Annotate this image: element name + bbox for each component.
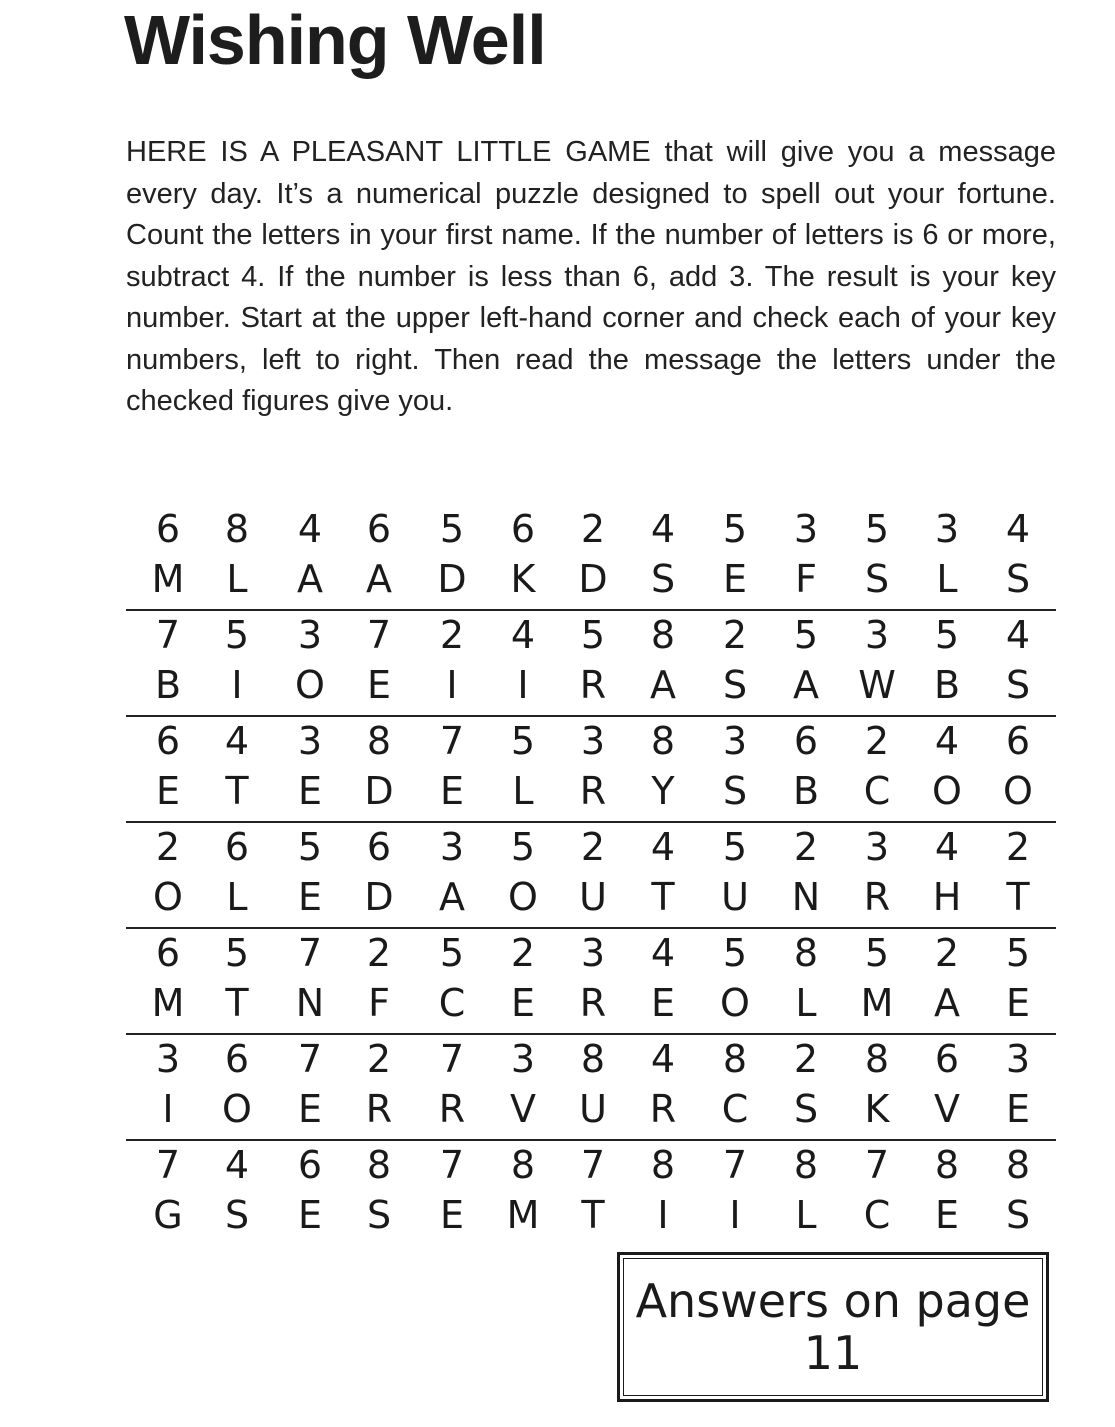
grid-letter: D <box>437 557 467 601</box>
grid-letter: B <box>792 769 820 813</box>
grid-number: 7 <box>580 1143 606 1187</box>
grid-letter: M <box>151 557 185 601</box>
grid-number: 3 <box>864 613 890 657</box>
grid-number: 5 <box>224 931 250 975</box>
grid-number: 3 <box>439 825 465 869</box>
grid-letter: A <box>650 663 676 707</box>
grid-letter: S <box>722 769 748 813</box>
grid-letter: A <box>366 557 392 601</box>
grid-number: 2 <box>722 613 748 657</box>
grid-letter: S <box>1005 1193 1031 1237</box>
grid-number: 5 <box>722 931 748 975</box>
grid-number: 8 <box>1005 1143 1031 1187</box>
grid-number: 6 <box>510 507 536 551</box>
grid-number: 4 <box>934 825 960 869</box>
grid-letter-line <box>126 979 1056 1027</box>
grid-letter: I <box>729 1193 741 1237</box>
grid-letter: A <box>439 875 465 919</box>
grid-number: 7 <box>439 719 465 763</box>
grid-number: 6 <box>297 1143 323 1187</box>
grid-number: 4 <box>650 825 676 869</box>
grid-number: 2 <box>510 931 536 975</box>
grid-letter: C <box>721 1087 749 1131</box>
grid-number: 4 <box>1005 613 1031 657</box>
grid-letter: R <box>579 663 607 707</box>
grid-number: 8 <box>934 1143 960 1187</box>
grid-letter: S <box>224 1193 250 1237</box>
grid-number-line <box>126 505 1056 553</box>
grid-letter: S <box>1005 557 1031 601</box>
grid-letter: M <box>151 981 185 1025</box>
grid-letter: R <box>438 1087 466 1131</box>
grid-number: 6 <box>224 825 250 869</box>
grid-number: 7 <box>366 613 392 657</box>
grid-number: 8 <box>650 719 676 763</box>
grid-letter: F <box>795 557 817 601</box>
grid-letter: B <box>154 663 182 707</box>
grid-letter-line <box>126 873 1056 921</box>
grid-letter: B <box>933 663 961 707</box>
grid-letter: E <box>1005 981 1030 1025</box>
grid-number: 7 <box>864 1143 890 1187</box>
grid-letter: T <box>225 981 249 1025</box>
grid-letter: U <box>579 1087 607 1131</box>
grid-number: 6 <box>155 719 181 763</box>
grid-letter: T <box>225 769 249 813</box>
grid-number: 5 <box>510 719 536 763</box>
grid-number-line <box>126 717 1056 765</box>
grid-letter: M <box>860 981 894 1025</box>
grid-number: 6 <box>366 507 392 551</box>
grid-letter: O <box>720 981 750 1025</box>
grid-number: 5 <box>439 507 465 551</box>
grid-number: 2 <box>934 931 960 975</box>
grid-number: 7 <box>722 1143 748 1187</box>
grid-letter: U <box>721 875 749 919</box>
grid-number: 5 <box>297 825 323 869</box>
grid-letter: E <box>722 557 747 601</box>
grid-letter: I <box>657 1193 669 1237</box>
grid-number: 4 <box>224 1143 250 1187</box>
grid-letter: C <box>438 981 466 1025</box>
grid-letter: S <box>1005 663 1031 707</box>
grid-number: 6 <box>155 931 181 975</box>
grid-letter-line <box>126 555 1056 603</box>
grid-number: 5 <box>864 507 890 551</box>
grid-letter: V <box>934 1087 960 1131</box>
grid-number: 2 <box>1005 825 1031 869</box>
grid-number-line <box>126 929 1056 977</box>
instructions-lead: HERE IS A PLEASANT LITTLE GAME <box>126 136 651 168</box>
grid-number-line <box>126 611 1056 659</box>
grid-number: 4 <box>650 507 676 551</box>
grid-number: 7 <box>439 1037 465 1081</box>
grid-letter: S <box>650 557 676 601</box>
grid-letter: T <box>581 1193 605 1237</box>
grid-number: 5 <box>793 613 819 657</box>
answer-page-number: 11 <box>803 1326 863 1380</box>
grid-letter: E <box>366 663 391 707</box>
grid-number: 2 <box>366 931 392 975</box>
grid-number: 3 <box>793 507 819 551</box>
grid-letter: D <box>364 769 394 813</box>
grid-letter: N <box>791 875 821 919</box>
grid-letter: C <box>863 1193 891 1237</box>
grid-letter: I <box>231 663 243 707</box>
grid-letter: C <box>863 769 891 813</box>
grid-number: 3 <box>580 931 606 975</box>
grid-number: 7 <box>297 931 323 975</box>
grid-number: 8 <box>366 1143 392 1187</box>
grid-number: 6 <box>366 825 392 869</box>
grid-letter: R <box>863 875 891 919</box>
grid-letter: S <box>864 557 890 601</box>
grid-letter: G <box>153 1193 183 1237</box>
grid-letter: E <box>155 769 180 813</box>
grid-letter: D <box>364 875 394 919</box>
answer-reference-box <box>617 1252 1049 1402</box>
grid-number: 3 <box>934 507 960 551</box>
grid-letter: H <box>932 875 962 919</box>
grid-letter: E <box>439 1193 464 1237</box>
wishing-well-grid <box>126 505 1056 1247</box>
grid-letter: S <box>366 1193 392 1237</box>
grid-number: 4 <box>297 507 323 551</box>
grid-number: 6 <box>934 1037 960 1081</box>
grid-number: 5 <box>934 613 960 657</box>
grid-number-line <box>126 1035 1056 1083</box>
grid-letter: W <box>858 663 896 707</box>
grid-letter: E <box>510 981 535 1025</box>
grid-number: 3 <box>864 825 890 869</box>
grid-letter: E <box>1005 1087 1030 1131</box>
grid-letter: L <box>795 981 817 1025</box>
grid-number: 3 <box>580 719 606 763</box>
grid-row <box>126 929 1056 1035</box>
grid-letter: T <box>1006 875 1030 919</box>
grid-number: 4 <box>650 1037 676 1081</box>
grid-letter: E <box>650 981 675 1025</box>
grid-number: 2 <box>366 1037 392 1081</box>
grid-number: 4 <box>224 719 250 763</box>
grid-letter: L <box>795 1193 817 1237</box>
grid-letter: I <box>517 663 529 707</box>
grid-letter: M <box>506 1193 540 1237</box>
grid-letter: E <box>439 769 464 813</box>
grid-row <box>126 1141 1056 1247</box>
grid-number: 7 <box>439 1143 465 1187</box>
grid-letter: I <box>446 663 458 707</box>
grid-number: 6 <box>155 507 181 551</box>
grid-letter: S <box>793 1087 819 1131</box>
grid-letter-line <box>126 1191 1056 1239</box>
grid-letter: R <box>579 769 607 813</box>
grid-letter: U <box>579 875 607 919</box>
grid-letter: R <box>579 981 607 1025</box>
grid-number: 8 <box>510 1143 536 1187</box>
answer-reference-inner <box>623 1258 1043 1396</box>
grid-letter: L <box>226 557 248 601</box>
grid-letter: O <box>153 875 183 919</box>
grid-number: 8 <box>650 1143 676 1187</box>
grid-number: 5 <box>580 613 606 657</box>
grid-letter-line <box>126 661 1056 709</box>
grid-number: 6 <box>1005 719 1031 763</box>
puzzle-title: Wishing Well <box>124 1 546 79</box>
grid-letter: T <box>651 875 675 919</box>
grid-letter: V <box>510 1087 536 1131</box>
grid-number: 2 <box>793 1037 819 1081</box>
grid-letter: K <box>510 557 536 601</box>
grid-letter: L <box>512 769 534 813</box>
grid-letter: O <box>295 663 325 707</box>
grid-number: 5 <box>224 613 250 657</box>
grid-number: 2 <box>580 507 606 551</box>
grid-letter: O <box>932 769 962 813</box>
grid-number: 3 <box>510 1037 536 1081</box>
grid-number: 8 <box>650 613 676 657</box>
grid-letter: L <box>226 875 248 919</box>
answer-reference-line: Answers on page <box>635 1274 1031 1328</box>
grid-row <box>126 717 1056 823</box>
grid-letter: E <box>297 875 322 919</box>
grid-number: 2 <box>439 613 465 657</box>
grid-number: 4 <box>510 613 536 657</box>
grid-number: 3 <box>722 719 748 763</box>
grid-number: 5 <box>864 931 890 975</box>
instructions-body: that will give you a message every day. It’s a numerical puzzle designed to spell out your fortune. Count the letters in your first name. If the number of letters is 6 or more, subtract 4. If the number is less than 6, add 3. The result is your key number. Start at the upper left-hand corner and check each of your key numbers, left to right. Then read the message the letters under the checked figures give you. <box>126 136 1056 417</box>
grid-number: 7 <box>155 1143 181 1187</box>
grid-number: 8 <box>864 1037 890 1081</box>
grid-letter: O <box>508 875 538 919</box>
grid-row <box>126 823 1056 929</box>
grid-letter: E <box>297 1087 322 1131</box>
grid-number: 2 <box>580 825 606 869</box>
grid-number: 2 <box>793 825 819 869</box>
grid-number: 8 <box>793 1143 819 1187</box>
grid-letter: N <box>295 981 325 1025</box>
grid-letter-line <box>126 767 1056 815</box>
grid-number: 5 <box>722 507 748 551</box>
grid-letter: D <box>578 557 608 601</box>
grid-letter: O <box>1003 769 1033 813</box>
grid-number: 5 <box>439 931 465 975</box>
grid-number: 8 <box>722 1037 748 1081</box>
grid-letter: R <box>649 1087 677 1131</box>
grid-number: 5 <box>722 825 748 869</box>
grid-number: 6 <box>793 719 819 763</box>
grid-number-line <box>126 823 1056 871</box>
grid-row <box>126 611 1056 717</box>
grid-row <box>126 505 1056 611</box>
grid-number: 3 <box>297 613 323 657</box>
grid-letter: A <box>793 663 819 707</box>
grid-letter: K <box>864 1087 890 1131</box>
grid-number: 4 <box>650 931 676 975</box>
grid-number: 8 <box>580 1037 606 1081</box>
grid-number: 8 <box>366 719 392 763</box>
grid-letter: R <box>365 1087 393 1131</box>
grid-number: 8 <box>224 507 250 551</box>
grid-number-line <box>126 1141 1056 1189</box>
grid-number: 7 <box>297 1037 323 1081</box>
grid-letter: F <box>368 981 390 1025</box>
grid-letter: I <box>162 1087 174 1131</box>
grid-number: 3 <box>1005 1037 1031 1081</box>
grid-number: 3 <box>297 719 323 763</box>
grid-letter: E <box>297 1193 322 1237</box>
grid-number: 7 <box>155 613 181 657</box>
grid-number: 4 <box>934 719 960 763</box>
grid-number: 8 <box>793 931 819 975</box>
grid-number: 2 <box>864 719 890 763</box>
grid-letter: S <box>722 663 748 707</box>
grid-letter: O <box>222 1087 252 1131</box>
grid-number: 6 <box>224 1037 250 1081</box>
grid-letter: E <box>297 769 322 813</box>
grid-number: 5 <box>510 825 536 869</box>
grid-letter: Y <box>651 769 675 813</box>
grid-number: 4 <box>1005 507 1031 551</box>
grid-letter: A <box>934 981 960 1025</box>
grid-letter: A <box>297 557 323 601</box>
grid-number: 5 <box>1005 931 1031 975</box>
instructions-text <box>126 132 1056 423</box>
grid-letter: E <box>934 1193 959 1237</box>
grid-number: 3 <box>155 1037 181 1081</box>
grid-letter-line <box>126 1085 1056 1133</box>
grid-number: 2 <box>155 825 181 869</box>
grid-letter: L <box>936 557 958 601</box>
grid-row <box>126 1035 1056 1141</box>
